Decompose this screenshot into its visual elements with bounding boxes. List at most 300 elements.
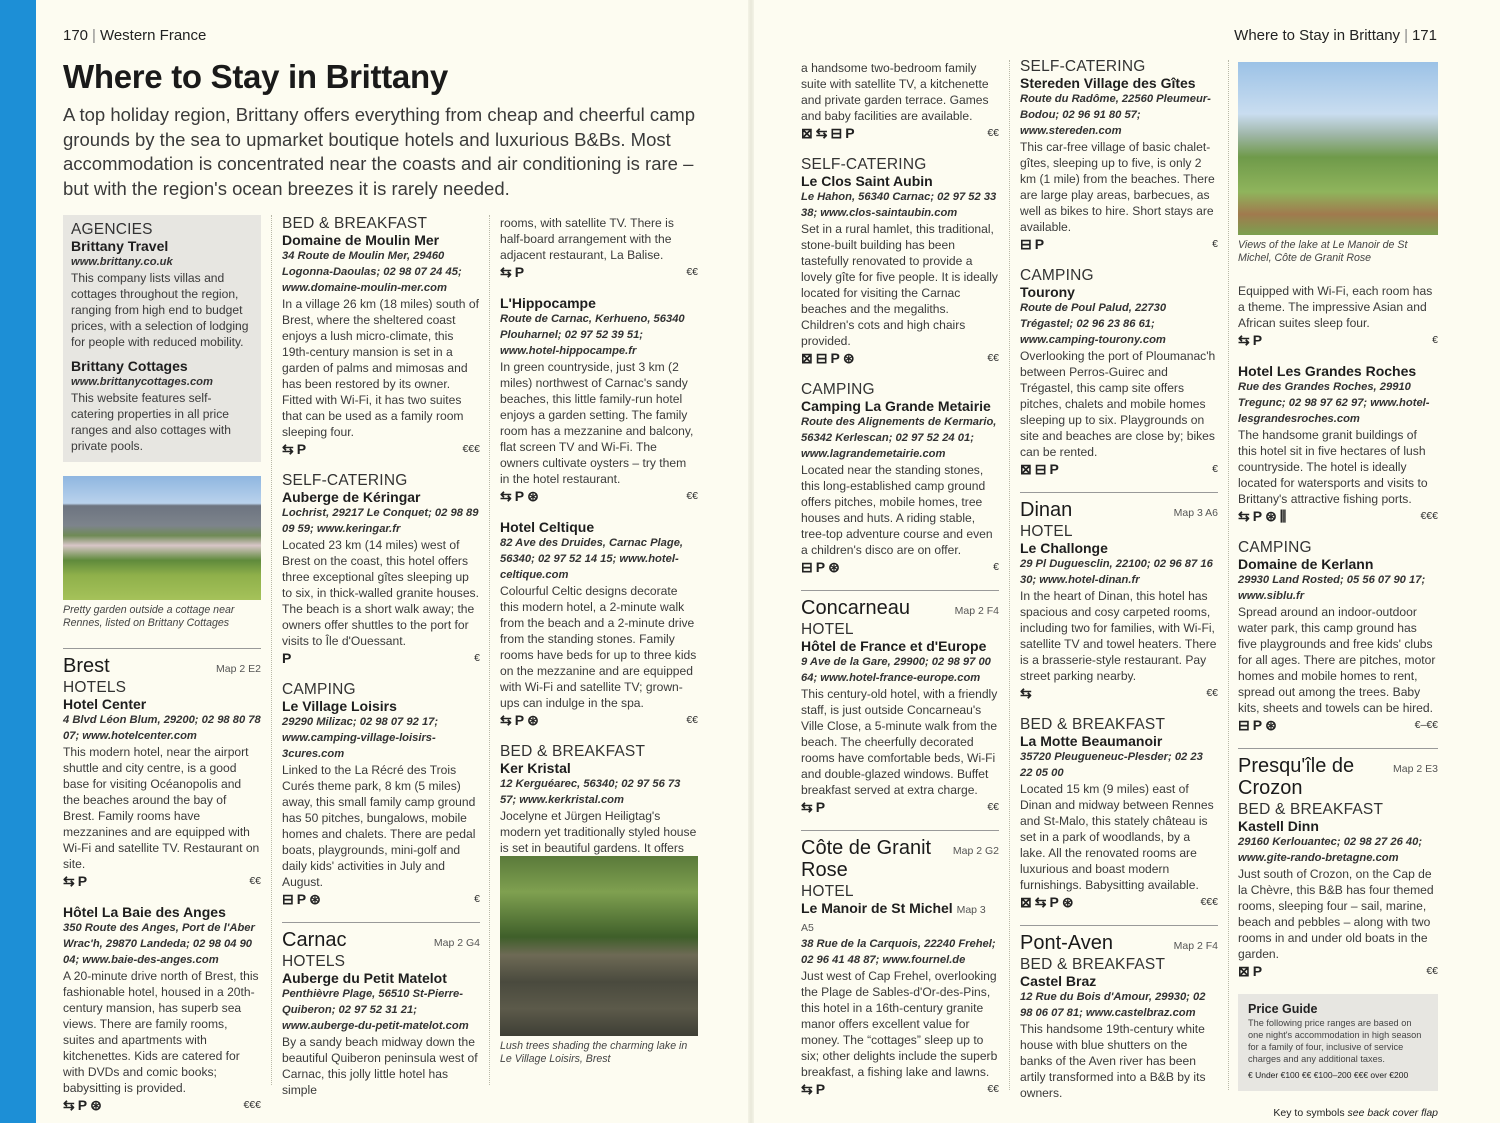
column-divider bbox=[489, 215, 490, 1085]
family-rooms-icon: ⇆ bbox=[63, 873, 78, 889]
entry-footer bbox=[282, 890, 480, 908]
price-band: €€ bbox=[987, 1083, 999, 1095]
color-tab-strip bbox=[0, 0, 36, 1123]
listing-entry bbox=[1020, 956, 1218, 1101]
photo-caption: Lush trees shading the charming lake in Le Village Loisirs, Brest bbox=[500, 1040, 688, 1065]
listing-name-text: L'Hippocampe bbox=[500, 295, 596, 311]
listing-entry bbox=[63, 904, 261, 1114]
category-heading: HOTEL bbox=[801, 883, 854, 900]
map-reference: Map 3 A5 bbox=[801, 904, 986, 934]
parking-icon: P bbox=[296, 891, 310, 907]
book-gutter bbox=[748, 0, 754, 1123]
listing-name-text: Tourony bbox=[1020, 284, 1075, 300]
listing-name-text: Camping La Grande Metairie bbox=[801, 398, 991, 414]
kitchenette-icon: ⊟ bbox=[830, 125, 846, 141]
listing-name-text: Le Village Loisirs bbox=[282, 698, 397, 714]
no-credit-cards-icon: ⊠ bbox=[801, 350, 816, 366]
listing-name bbox=[801, 398, 999, 414]
separator: | bbox=[92, 27, 96, 44]
kitchenette-icon: ⊟ bbox=[801, 559, 816, 575]
category-heading: HOTELS bbox=[63, 679, 127, 696]
entry-footer bbox=[500, 711, 698, 729]
entry-footer bbox=[1020, 235, 1218, 253]
entry-footer bbox=[801, 798, 999, 816]
map-reference: Map 2 F4 bbox=[954, 605, 999, 617]
category-heading: AGENCIES bbox=[71, 221, 153, 238]
listing-description: Jocelyne et Jürgen Heiligtag's modern yet traditionally styled house is set in beautiful gardens. It offers bbox=[500, 809, 697, 855]
town-heading bbox=[801, 590, 999, 619]
parking-icon: P bbox=[514, 488, 528, 504]
town-heading bbox=[282, 922, 480, 951]
listing-website[interactable]: www.brittany.co.uk bbox=[71, 256, 173, 268]
listing-description: This car-free village of basic chalet-gîtes, sleeping up to five, is only 2 km (1 mile) from the beaches. There are large play areas, barbecues, as well as bikes to hire. Short stays are available. bbox=[1020, 140, 1215, 234]
column-2 bbox=[282, 215, 480, 1097]
price-band: €€ bbox=[987, 127, 999, 139]
listing-description: Located near the standing stones, this long-established camp ground offers pitches, mobile homes, tree houses and huts. A riding stable, tree-top adventure course and even a children's disco are on offer. bbox=[801, 463, 993, 557]
listing-entry bbox=[801, 60, 999, 142]
facility-icons bbox=[63, 1097, 105, 1113]
listing-name bbox=[282, 489, 480, 505]
listing-description: In a village 26 km (18 miles) south of Brest, where the sheltered coast enjoys a lush micro-climate, this 19th-century mansion is set in a garden of palms and mimosas and has been restored by its owner. Fitted with Wi-Fi, it has two suites that can be used as a family room sleeping four. bbox=[282, 297, 479, 439]
listing-entry bbox=[500, 295, 698, 505]
kitchenette-icon: ⊟ bbox=[282, 891, 297, 907]
column-divider bbox=[1009, 60, 1010, 1090]
entry-footer bbox=[1238, 331, 1438, 349]
section-name: Where to Stay in Brittany bbox=[1234, 27, 1401, 44]
column-6 bbox=[1238, 62, 1438, 1119]
listing-name bbox=[500, 295, 698, 311]
price-band: €–€€ bbox=[1414, 719, 1438, 731]
entry-footer bbox=[63, 1096, 261, 1114]
no-credit-cards-icon: ⊠ bbox=[801, 125, 816, 141]
town-name: Presqu'île de Crozon bbox=[1238, 755, 1355, 799]
listing-address: 12 Rue du Bois d'Amour, 29930; 02 98 06 07 81; www.castelbraz.com bbox=[1020, 991, 1206, 1019]
family-rooms-icon: ⇆ bbox=[1238, 508, 1253, 524]
listing-description: This century-old hotel, with a friendly staff, is just outside Concarneau's Ville Close, a 5-minute walk from the beach. The cheerfully decorated rooms have comfortable beds, Wi-Fi and double-glazed windows. Buffet breakfast served at extra charge. bbox=[801, 687, 998, 797]
category-heading: CAMPING bbox=[801, 381, 875, 398]
listing-entry bbox=[1020, 716, 1218, 911]
listing-name bbox=[1238, 556, 1438, 572]
map-reference: Map 3 A6 bbox=[1173, 507, 1218, 519]
listing-description: This modern hotel, near the airport shuttle and city centre, is a good base for visiting Océanopolis and the beaches around the bay of Brest. Family rooms have mezzanines and are equipped with Wi-Fi and satellite TV. Restaurant on site. bbox=[63, 745, 260, 871]
parking-icon: P bbox=[77, 873, 91, 889]
parking-icon: P bbox=[830, 350, 843, 366]
parking-icon: P bbox=[514, 264, 528, 280]
entry-footer bbox=[1020, 684, 1218, 702]
price-band: €€ bbox=[686, 490, 698, 502]
listing-description: Located 15 km (9 miles) east of Dinan and midway between Rennes and St-Malo, this stately château is set in a park of woodlands, by a lake. All the renovated rooms are luxurious and boast modern furnishings. Babysitting available. bbox=[1020, 782, 1214, 892]
map-reference: Map 2 E3 bbox=[1393, 763, 1438, 775]
listing-address: 4 Blvd Léon Blum, 29200; 02 98 80 78 07; www.hotelcenter.com bbox=[63, 714, 261, 742]
parking-icon: P bbox=[815, 799, 829, 815]
family-rooms-icon: ⇆ bbox=[1020, 685, 1035, 701]
listing-name-text: Domaine de Kerlann bbox=[1238, 556, 1374, 572]
facility-icons bbox=[801, 1081, 828, 1097]
parking-icon: P bbox=[1252, 508, 1266, 524]
family-rooms-icon: ⇆ bbox=[63, 1097, 78, 1113]
listing-name-text: Stereden Village des Gîtes bbox=[1020, 75, 1196, 91]
parking-icon: P bbox=[77, 1097, 91, 1113]
entry-footer bbox=[500, 487, 698, 505]
listing-entry bbox=[282, 472, 480, 667]
facility-icons bbox=[801, 125, 858, 141]
agencies-box bbox=[63, 215, 261, 462]
listing-name bbox=[282, 232, 480, 248]
family-rooms-icon: ⇆ bbox=[282, 441, 297, 457]
swimming-pool-icon: ⊛ bbox=[309, 891, 324, 907]
entry-footer bbox=[500, 263, 698, 281]
listing-description: The handsome granit buildings of this hotel sit in five hectares of lush countryside. The hotel is ideally located for watersports and visits to Brittany's attractive fishing ports. bbox=[1238, 428, 1428, 506]
photo-lake bbox=[500, 856, 698, 1036]
parking-icon: P bbox=[845, 125, 858, 141]
town-name: Dinan bbox=[1020, 499, 1073, 521]
parking-icon: P bbox=[1252, 717, 1266, 733]
category-heading: SELF-CATERING bbox=[1020, 58, 1146, 75]
category-heading: HOTEL bbox=[1020, 523, 1073, 540]
listing-name: Brittany Cottages bbox=[71, 358, 188, 374]
listing-description: Linked to the La Récré des Trois Curés theme park, 8 km (5 miles) away, this small family camp ground has 50 pitches, bungalows, mobile homes and chalets. There are pedal boats, playgrounds, mini-golf and daily kids' activities in July and August. bbox=[282, 763, 476, 889]
section-name: Western France bbox=[99, 27, 207, 44]
listing-name-text: Le Manoir de St Michel bbox=[801, 900, 953, 916]
listing-address: Route de Poul Palud, 22730 Trégastel; 02 96 23 86 61; www.camping-tourony.com bbox=[1020, 302, 1167, 346]
listing-entry bbox=[282, 681, 480, 908]
listing-name bbox=[500, 760, 698, 776]
listing-name-text: Castel Braz bbox=[1020, 973, 1097, 989]
price-band: €€€ bbox=[1420, 510, 1438, 522]
listing-description: Located 23 km (14 miles) west of Brest on the coast, this hotel offers three exceptional gîtes sleeping up to six, in thick-walled granite houses. The beach is a short walk away; the owners offer shuttles to the port for visits to Île d'Ouessant. bbox=[282, 538, 479, 648]
town-name: Brest bbox=[63, 655, 110, 677]
listing-name bbox=[1238, 818, 1438, 834]
price-band: €€ bbox=[686, 714, 698, 726]
listing-entry bbox=[801, 156, 999, 367]
swimming-pool-icon: ⊛ bbox=[527, 488, 542, 504]
listing-description: a handsome two-bedroom family suite with satellite TV, a kitchenette and private garden terrace. Games and baby facilities are available. bbox=[801, 61, 989, 123]
price-band: € bbox=[474, 652, 480, 664]
listing-name-text: Le Challonge bbox=[1020, 540, 1108, 556]
listing-address: Route des Alignements de Kermario, 56342 Kerlescan; 02 97 52 24 01; www.lagrandemetairie.com bbox=[801, 416, 997, 460]
entry-footer bbox=[282, 649, 480, 667]
listing-address: 35720 Pleugueneuc-Plesder; 02 23 22 05 00 bbox=[1020, 751, 1203, 779]
category-heading: BED & BREAKFAST bbox=[1238, 801, 1384, 818]
town-name: Concarneau bbox=[801, 597, 910, 619]
facility-icons bbox=[1020, 461, 1062, 477]
listing-entry bbox=[801, 381, 999, 576]
facility-icons bbox=[1020, 894, 1077, 910]
facility-icons bbox=[1238, 963, 1265, 979]
column-5 bbox=[1020, 58, 1218, 1100]
listing-name bbox=[801, 900, 999, 936]
column-1 bbox=[63, 215, 261, 1113]
facility-icons bbox=[1238, 508, 1289, 524]
price-guide-text: The following price ranges are based on one night's accommodation in high season for a family of four, inclusive of service charges and any additional taxes. bbox=[1248, 1018, 1422, 1064]
listing-entry bbox=[1020, 523, 1218, 702]
town-name: Côte de Granit Rose bbox=[801, 837, 932, 881]
no-credit-cards-icon: ⊠ bbox=[1020, 461, 1035, 477]
price-band: €€ bbox=[987, 801, 999, 813]
swimming-pool-icon: ⊛ bbox=[527, 712, 542, 728]
map-reference: Map 2 E2 bbox=[216, 663, 261, 675]
listing-address: 29930 Land Rosted; 05 56 07 90 17; www.siblu.fr bbox=[1238, 574, 1426, 602]
photo-caption: Views of the lake at Le Manoir de St Michel, Côte de Granit Rose bbox=[1238, 239, 1408, 264]
listing-address: 29 Pl Duguesclin, 22100; 02 96 87 16 30; www.hotel-dinan.fr bbox=[1020, 558, 1213, 586]
entry-footer bbox=[801, 558, 999, 576]
listing-name bbox=[63, 696, 261, 712]
listing-name bbox=[282, 698, 480, 714]
swimming-pool-icon: ⊛ bbox=[90, 1097, 105, 1113]
listing-entry bbox=[500, 215, 698, 281]
town-name: Pont-Aven bbox=[1020, 932, 1114, 954]
town-name: Carnac bbox=[282, 929, 347, 951]
family-rooms-icon: ⇆ bbox=[815, 125, 831, 141]
column-4 bbox=[801, 60, 999, 1097]
entry-footer bbox=[1020, 460, 1218, 478]
listing-address: Route du Radôme, 22560 Pleumeur-Bodou; 02 96 91 80 57; www.stereden.com bbox=[1020, 93, 1211, 137]
price-band: €€ bbox=[1206, 687, 1218, 699]
listing-entry bbox=[282, 953, 480, 1098]
family-rooms-icon: ⇆ bbox=[801, 1081, 816, 1097]
listing-entry bbox=[1238, 801, 1438, 980]
listing-description: This handsome 19th-century white house with blue shutters on the banks of the Aven river has been artily transformed into a B&B by its owners. bbox=[1020, 1022, 1206, 1100]
map-reference: Map 2 G4 bbox=[433, 937, 480, 949]
facility-icons bbox=[63, 873, 90, 889]
listing-description: This website features self-catering properties in all price ranges and also cottages with private pools. bbox=[71, 391, 232, 453]
listing-name-text: Kastell Dinn bbox=[1238, 818, 1319, 834]
entry-footer bbox=[801, 1080, 999, 1098]
map-reference: Map 2 F4 bbox=[1173, 940, 1218, 952]
listing-address: 12 Kerguéarec, 56340; 02 97 56 73 57; www.kerkristal.com bbox=[500, 778, 681, 806]
swimming-pool-icon: ⊛ bbox=[1265, 717, 1280, 733]
listing-name bbox=[1020, 75, 1218, 91]
price-band: €€€ bbox=[243, 1099, 261, 1111]
facility-icons bbox=[801, 350, 858, 366]
facility-icons bbox=[282, 441, 309, 457]
listing-name-text: Auberge de Kéringar bbox=[282, 489, 421, 505]
parking-icon: P bbox=[1252, 963, 1266, 979]
parking-icon: P bbox=[296, 441, 310, 457]
facility-icons bbox=[801, 559, 843, 575]
category-heading: BED & BREAKFAST bbox=[1020, 956, 1166, 973]
listing-entry bbox=[1238, 539, 1438, 734]
facility-icons bbox=[282, 650, 294, 666]
listing-name bbox=[1020, 540, 1218, 556]
price-band: €€€ bbox=[462, 443, 480, 455]
listing-entry bbox=[1020, 267, 1218, 478]
spacer bbox=[71, 454, 253, 458]
page-number: 171 bbox=[1411, 27, 1437, 44]
listing-description: Just west of Cap Frehel, overlooking the Plage de Sables-d'Or-des-Pins, this hotel in a 16th-century granite manor offers excellent value for money. The “cottages” sleep up to six; other delights include the superb breakfast, a fishing lake and lawns. bbox=[801, 969, 998, 1079]
price-band: € bbox=[474, 893, 480, 905]
kitchenette-icon: ⊟ bbox=[1020, 236, 1035, 252]
listing-name-text: Auberge du Petit Matelot bbox=[282, 970, 447, 986]
kitchenette-icon: ⊟ bbox=[1238, 717, 1253, 733]
no-credit-cards-icon: ⊠ bbox=[1238, 963, 1253, 979]
listing-address: 9 Ave de la Gare, 29900; 02 98 97 00 64; www.hotel-france-europe.com bbox=[801, 656, 991, 684]
entry-footer bbox=[1238, 716, 1438, 734]
listing-entry bbox=[1238, 363, 1438, 525]
listing-address: 82 Ave des Druides, Carnac Plage, 56340; 02 97 52 14 15; www.hotel-celtique.com bbox=[500, 537, 684, 581]
listing-address: 350 Route des Anges, Port de l'Aber Wrac'h, 29870 Landeda; 02 98 04 90 04; www.baie-des-anges.com bbox=[63, 922, 255, 966]
parking-icon: P bbox=[1049, 894, 1062, 910]
category-heading: BED & BREAKFAST bbox=[282, 215, 428, 232]
listing-name-text: Hotel Center bbox=[63, 696, 147, 712]
category-heading: SELF-CATERING bbox=[801, 156, 927, 173]
entry-footer bbox=[1238, 962, 1438, 980]
listing-entry bbox=[801, 883, 999, 1098]
listing-name-text: La Motte Beaumanoir bbox=[1020, 733, 1163, 749]
price-band: €€€ bbox=[1200, 896, 1218, 908]
facility-icons bbox=[1238, 717, 1280, 733]
family-rooms-icon: ⇆ bbox=[500, 264, 515, 280]
entry-footer bbox=[801, 349, 999, 367]
category-heading: BED & BREAKFAST bbox=[1020, 716, 1166, 733]
price-band: € bbox=[1212, 238, 1218, 250]
facility-icons bbox=[500, 264, 527, 280]
entry-footer bbox=[282, 440, 480, 458]
listing-description: In green countryside, just 3 km (2 miles) northwest of Carnac's sandy beaches, this little family-run hotel enjoys a garden setting. The family room has a mezzanine and balcony, flat screen TV and Wi-Fi. The owners cultivate oysters – try them in the hotel restaurant. bbox=[500, 360, 694, 486]
listing-address: 34 Route de Moulin Mer, 29460 Logonna-Daoulas; 02 98 07 24 45; www.domaine-moulin-mer.com bbox=[282, 250, 462, 294]
photo-garden bbox=[63, 476, 261, 600]
map-reference: Map 2 G2 bbox=[952, 845, 999, 857]
parking-icon: P bbox=[815, 559, 829, 575]
listing-entry bbox=[1020, 58, 1218, 253]
listing-address: Lochrist, 29217 Le Conquet; 02 98 89 09 59; www.keringar.fr bbox=[282, 507, 479, 535]
photo-caption: Pretty garden outside a cottage near Rennes, listed on Brittany Cottages bbox=[63, 604, 235, 629]
key-label: Key to symbols bbox=[1273, 1107, 1345, 1119]
listing-name bbox=[801, 638, 999, 654]
listing-description: Overlooking the port of Ploumanac'h between Perros-Guirec and Trégastel, this camp site offers pitches, chalets and mobile homes sleeping up to six. Playgrounds on site and beaches are close by; bikes can be rented. bbox=[1020, 349, 1216, 459]
key-note: see back cover flap bbox=[1347, 1107, 1438, 1119]
running-header-right bbox=[1234, 27, 1437, 44]
photo-terrace bbox=[1238, 62, 1438, 235]
parking-icon: P bbox=[1049, 461, 1062, 477]
facility-icons bbox=[1020, 685, 1035, 701]
listing-description: Just south of Crozon, on the Cap de la Chèvre, this B&B has four themed rooms, sleeping four – sail, marine, beach and pebbles – along with two rooms in and under old boats in the garden. bbox=[1238, 867, 1434, 961]
price-guide-title: Price Guide bbox=[1248, 1002, 1318, 1016]
listing-description: In the heart of Dinan, this hotel has spacious and cosy carpeted rooms, including two for families, with Wi-Fi, satellite TV and towel heaters. There is a brasserie-style restaurant. Pay street parking nearby. bbox=[1020, 589, 1217, 683]
separator: | bbox=[1404, 27, 1408, 44]
facility-icons bbox=[801, 799, 828, 815]
listing-entry bbox=[500, 743, 698, 856]
listing-name-text: Le Clos Saint Aubin bbox=[801, 173, 933, 189]
column-divider bbox=[271, 215, 272, 1085]
listing-name bbox=[282, 970, 480, 986]
intro-paragraph: A top holiday region, Brittany offers everything from cheap and cheerful camp grounds by the sea to upmarket boutique hotels and luxurious B&Bs. Most accommodation is concentrated near the coasts and air conditioning is rare – but with the region's ocean breezes it is rarely needed. bbox=[63, 104, 696, 199]
listing-name-text: Hotel Celtique bbox=[500, 519, 595, 535]
category-heading: BED & BREAKFAST bbox=[500, 743, 646, 760]
entry-footer bbox=[1020, 893, 1218, 911]
parking-icon: P bbox=[1252, 332, 1266, 348]
category-heading: SELF-CATERING bbox=[282, 472, 408, 489]
listing-address: 29160 Kerlouantec; 02 98 27 26 40; www.gite-rando-bretagne.com bbox=[1238, 836, 1423, 864]
listing-name-text: Hôtel de France et d'Europe bbox=[801, 638, 987, 654]
listing-name-text: Ker Kristal bbox=[500, 760, 571, 776]
entry-footer bbox=[1238, 507, 1438, 525]
town-heading bbox=[63, 648, 261, 677]
town-heading bbox=[1020, 492, 1218, 521]
facility-icons bbox=[1238, 332, 1265, 348]
listing-address: Le Hahon, 56340 Carnac; 02 97 52 33 38; www.clos-saintaubin.com bbox=[801, 191, 997, 219]
page-number: 170 bbox=[63, 27, 89, 44]
price-guide-legend: € Under €100 €€ €100–200 €€€ over €200 bbox=[1248, 1070, 1409, 1080]
listing-description: This company lists villas and cottages throughout the region, ranging from high end to budget prices, with a selection of lodging for people with reduced mobility. bbox=[71, 271, 249, 349]
listing-description: By a sandy beach midway down the beautiful Quiberon peninsula west of Carnac, this jolly little hotel has simple bbox=[282, 1035, 478, 1097]
listing-website[interactable]: www.brittanycottages.com bbox=[71, 376, 213, 388]
family-rooms-icon: ⇆ bbox=[1238, 332, 1253, 348]
facility-icons bbox=[500, 712, 542, 728]
running-header-left bbox=[63, 27, 206, 44]
listing-name: Brittany Travel bbox=[71, 238, 169, 254]
town-heading bbox=[801, 830, 999, 881]
column-divider bbox=[1228, 60, 1229, 1090]
listing-name bbox=[1238, 363, 1438, 379]
parking-icon: P bbox=[1034, 236, 1048, 252]
page-title: Where to Stay in Brittany bbox=[63, 58, 448, 95]
listing-name-text: Domaine de Moulin Mer bbox=[282, 232, 440, 248]
listing-address: Route de Carnac, Kerhueno, 56340 Plouharnel; 02 97 52 39 51; www.hotel-hippocampe.fr bbox=[500, 313, 685, 357]
listing-description: rooms, with satellite TV. There is half-board arrangement with the adjacent restaurant, La Balise. bbox=[500, 216, 674, 262]
listing-name-text: Hôtel La Baie des Anges bbox=[63, 904, 226, 920]
family-rooms-icon: ⇆ bbox=[1034, 894, 1050, 910]
listing-description: Set in a rural hamlet, this traditional, stone-built building has been tastefully renovated to provide a lovely gîte for five people. It is ideally located for visiting the Carnac beaches and the megaliths. Children's cots and high chairs provided. bbox=[801, 222, 998, 348]
facility-icons bbox=[500, 488, 542, 504]
town-heading bbox=[1020, 925, 1218, 954]
facility-icons bbox=[282, 891, 324, 907]
listing-name bbox=[1020, 733, 1218, 749]
parking-icon: P bbox=[815, 1081, 829, 1097]
listing-entry bbox=[63, 679, 261, 890]
listing-name bbox=[1020, 973, 1218, 989]
swimming-pool-icon: ⊛ bbox=[828, 559, 843, 575]
key-to-symbols bbox=[1238, 1105, 1438, 1121]
swimming-pool-icon: ⊛ bbox=[1061, 894, 1077, 910]
listing-name-text: Hotel Les Grandes Roches bbox=[1238, 363, 1417, 379]
listing-name bbox=[500, 519, 698, 535]
price-band: €€ bbox=[686, 266, 698, 278]
kitchenette-icon: ⊟ bbox=[1034, 461, 1050, 477]
column-3 bbox=[500, 215, 698, 1090]
listing-entry bbox=[282, 215, 480, 458]
restaurant-icon: ⫼ bbox=[1279, 508, 1290, 524]
listing-entry bbox=[801, 621, 999, 816]
town-heading bbox=[1238, 748, 1438, 799]
entry-footer bbox=[801, 124, 999, 142]
swimming-pool-icon: ⊛ bbox=[1265, 508, 1280, 524]
no-credit-cards-icon: ⊠ bbox=[1020, 894, 1035, 910]
parking-icon: P bbox=[514, 712, 528, 728]
price-band: € bbox=[993, 561, 999, 573]
price-band: €€ bbox=[987, 352, 999, 364]
listing-name bbox=[1020, 284, 1218, 300]
category-heading: CAMPING bbox=[282, 681, 356, 698]
category-heading: CAMPING bbox=[1238, 539, 1312, 556]
category-heading: HOTELS bbox=[282, 953, 346, 970]
listing-description: Spread around an indoor-outdoor water park, this camp ground has five playgrounds and free kids' clubs for all ages. There are pitches, motor homes and mobile homes to rent, spread out among the trees. Baby kits, sheets and towels can be hired. bbox=[1238, 605, 1436, 715]
price-band: €€ bbox=[249, 875, 261, 887]
kitchenette-icon: ⊟ bbox=[815, 350, 831, 366]
parking-icon: P bbox=[282, 650, 295, 666]
listing-entry bbox=[1238, 283, 1438, 349]
listing-address: Penthièvre Plage, 56510 St-Pierre-Quiberon; 02 97 52 31 21; www.auberge-du-petit-matelot.com bbox=[282, 988, 469, 1032]
listing-address: 29290 Milizac; 02 98 07 92 17; www.camping-village-loisirs-3cures.com bbox=[282, 716, 439, 760]
price-band: € bbox=[1432, 334, 1438, 346]
listing-description: Equipped with Wi-Fi, each room has a theme. The impressive Asian and African suites sleep four. bbox=[1238, 284, 1433, 330]
price-guide-box bbox=[1238, 994, 1438, 1091]
swimming-pool-icon: ⊛ bbox=[842, 350, 858, 366]
listing-name bbox=[801, 173, 999, 189]
family-rooms-icon: ⇆ bbox=[801, 799, 816, 815]
listing-address: 38 Rue de la Carquois, 22240 Frehel; 02 96 41 48 87; www.fournel.de bbox=[801, 938, 996, 966]
category-heading: CAMPING bbox=[1020, 267, 1094, 284]
